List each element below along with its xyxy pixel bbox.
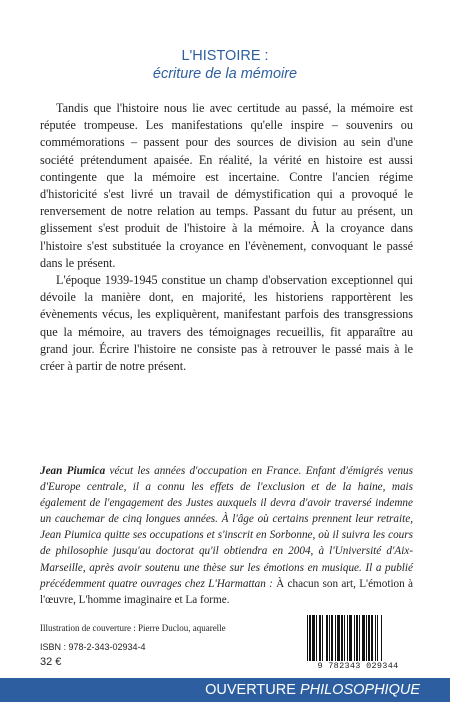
summary-paragraph-2 (40, 272, 413, 375)
barcode-number: 9 782343 029344 (303, 661, 413, 671)
barcode-bar (381, 615, 382, 661)
collection-name-part1: OUVERTURE (205, 682, 300, 698)
author-name: Jean Piumica (40, 465, 106, 477)
barcode-bar (322, 615, 323, 661)
barcode-bar (371, 615, 373, 661)
barcode-bar (375, 615, 376, 661)
barcode-bar (356, 615, 358, 661)
barcode-bar (359, 615, 360, 661)
collection-name-part2: PHILOSOPHIQUE (299, 682, 420, 698)
illustration-credit: Illustration de couverture : Pierre Duclou, aquarelle (40, 623, 226, 633)
previous-works: À chacun son art, L'émotion à l'œuvre, L'homme imaginaire et La forme. (40, 577, 413, 606)
barcode-bar (309, 615, 311, 661)
paragraph-text: Tandis que l'histoire nous lie avec certitude au passé, la mémoire est réputée trompeuse. Les manifestations qu'elle inspire – souvenirs ou commémorations – passent pour des sources de division au sein d'une société prétendument apaisée. En réalité, la vérité en histoire est aussi contingente que la mémoire est incertaine. Contre l'ancien régime d'historicité s'est livré un travail de démystification qui a provoqué le renversement de notre relation au temps. Passant du futur au présent, un glissement s'est produit de l'histoire à la mémoire. À la croyance dans l'histoire s'est substituée la croyance en l'évènement, convoquant le passé dans le présent. (40, 101, 413, 270)
barcode-bar (344, 615, 345, 661)
book-subtitle: écriture de la mémoire (152, 66, 298, 82)
isbn: ISBN : 978-2-343-02934-4 (40, 642, 146, 652)
barcode-bar (335, 615, 336, 661)
price: 32 € (40, 656, 62, 668)
barcode-bar (319, 615, 321, 661)
barcode-graphic (303, 615, 413, 661)
paragraph-text: L'époque 1939-1945 constitue un champ d'observation exceptionnel qui dévoile la manière dont, en majorité, les historiens rapportèrent les évènements vécus, les expliquèrent, manifestant parfois des transgressions que la mémoire, au travers des témoignages recueillis, fit apparaître au grand jour. Écrire l'histoire ne consiste pas à retrouver le passé mais à le créer à partir de notre présent. (40, 273, 413, 374)
barcode-bar (368, 615, 370, 661)
barcode-bar (362, 615, 365, 661)
bio-text: vécut les années d'occupation en France. Enfant d'émigrés venus d'Europe centrale, il a connu les effets de l'exclusion et de la haine, mais également de l'engagement des Justes auxquels il devra d'avoir traversé indemne un cauchemar de cinq longues années. À l'âge où certains prennent leur retraite, Jean Piumica quitte ses occupations et s'inscrit en Sorbonne, où il suivra les cours de philosophie jusqu'au doctorat qu'il obtiendra en 2004, à l'Université d'Aix-Marseille, après avoir soutenu une thèse sur les émotions en musique. Il a publié précédemment quatre ouvrages chez L'Harmattan : (40, 465, 413, 590)
barcode-bar (316, 615, 317, 661)
barcode-bar (307, 615, 308, 661)
barcode-bar (341, 615, 343, 661)
barcode-bar (366, 615, 367, 661)
barcode-bar (312, 615, 315, 661)
barcode-bar (337, 615, 340, 661)
title-block (0, 47, 450, 83)
barcode-bar (349, 615, 352, 661)
barcode-bar (326, 615, 328, 661)
barcode-bar (331, 615, 333, 661)
barcode-bar (329, 615, 330, 661)
book-title: L'HISTOIRE : (181, 48, 269, 64)
author-bio (40, 463, 413, 608)
barcode-bar (347, 615, 348, 661)
summary-paragraph-1 (40, 100, 413, 272)
barcode-bar (354, 615, 355, 661)
barcode-bar (377, 615, 378, 661)
collection-banner (0, 678, 450, 702)
